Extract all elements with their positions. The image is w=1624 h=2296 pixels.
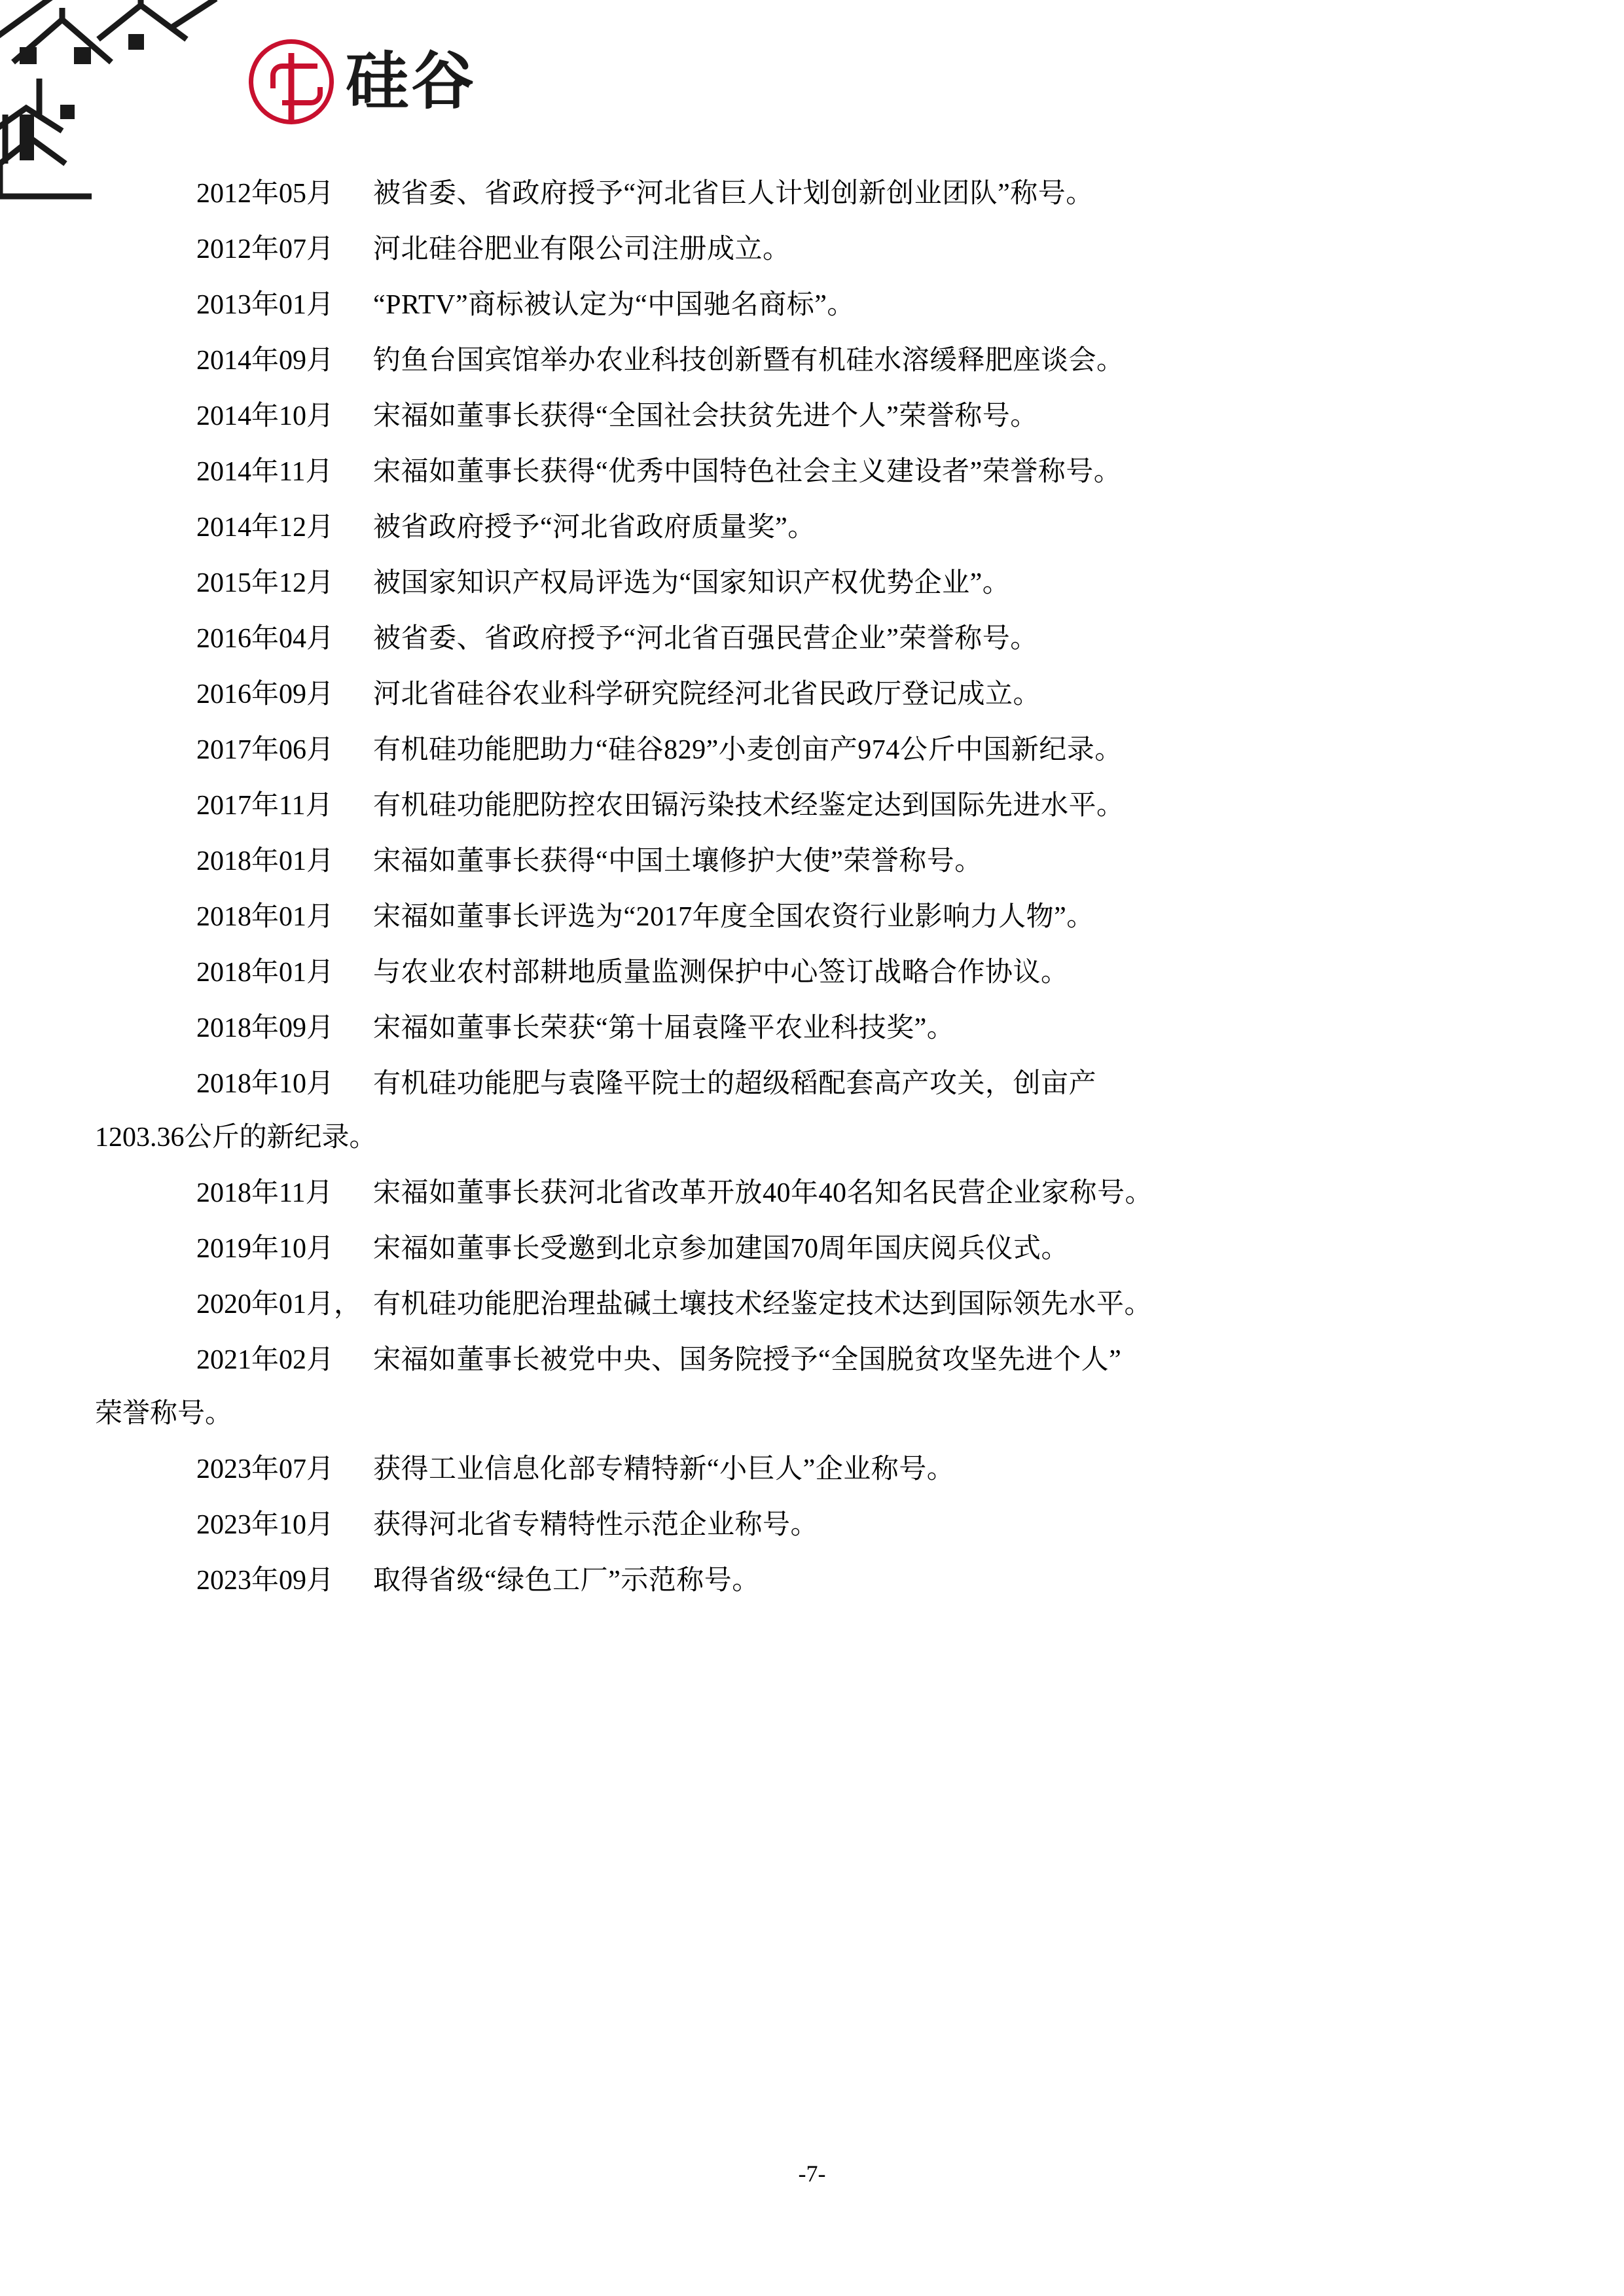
entry-text: 有机硅功能肥助力“硅谷829”小麦创亩产974公斤中国新纪录。 [373, 735, 1123, 765]
entry-date: 2016年04月 [196, 624, 334, 654]
page-number: -7- [798, 2161, 826, 2187]
entry-text: 宋福如董事长获得“中国土壤修护大使”荣誉称号。 [373, 846, 983, 876]
list-item [196, 792, 1440, 819]
company-logo [249, 39, 477, 124]
entry-date: 2012年07月 [196, 234, 334, 264]
entry-date: 2017年06月 [196, 735, 334, 765]
entry-date: 2018年09月 [196, 1013, 334, 1043]
list-item [196, 1456, 1440, 1483]
entry-date: 2014年11月 [196, 457, 333, 487]
entry-date: 2019年10月 [196, 1234, 334, 1264]
entry-text: 与农业农村部耕地质量监测保护中心签订战略合作协议。 [373, 958, 1069, 988]
entry-date: 2015年12月 [196, 568, 334, 598]
entry-date: 2012年05月 [196, 179, 334, 209]
entry-text: 获得工业信息化部专精特新“小巨人”企业称号。 [373, 1454, 955, 1484]
list-item [196, 514, 1440, 541]
list-item [95, 1069, 1440, 1153]
entry-date: 2018年01月 [196, 846, 334, 876]
entry-date: 2023年10月 [196, 1510, 334, 1540]
list-item [196, 458, 1440, 486]
entry-text: “PRTV”商标被认定为“中国驰名商标”。 [373, 290, 855, 320]
list-item [196, 959, 1440, 986]
entry-date: 2013年01月 [196, 290, 334, 320]
entry-date: 2016年09月 [196, 679, 334, 709]
logo-mark-icon [249, 39, 334, 124]
logo-text: 硅谷 [346, 46, 477, 117]
entry-text: 宋福如董事长受邀到北京参加建国70周年国庆阅兵仪式。 [373, 1234, 1070, 1264]
entry-date: 2020年01月， [196, 1289, 362, 1319]
entry-date: 2023年09月 [196, 1566, 334, 1596]
entry-date: 2018年01月 [196, 958, 334, 988]
list-item [196, 1567, 1440, 1594]
entry-date: 2014年10月 [196, 401, 334, 431]
entry-text: 宋福如董事长荣获“第十届袁隆平农业科技奖”。 [373, 1013, 955, 1043]
list-item [196, 848, 1440, 875]
entry-text: 有机硅功能肥与袁隆平院士的超级稻配套高产攻关，创亩产 [373, 1069, 1097, 1099]
entry-date: 2017年11月 [196, 791, 333, 821]
list-item [196, 1179, 1440, 1207]
entry-text: 宋福如董事长获河北省改革开放40年40名知名民营企业家称号。 [373, 1178, 1153, 1208]
entry-text-continuation: 1203.36公斤的新纪录。 [95, 1122, 377, 1153]
list-item [196, 291, 1440, 319]
entry-text: 宋福如董事长获得“优秀中国特色社会主义建设者”荣誉称号。 [373, 457, 1122, 487]
list-item [95, 1345, 1440, 1429]
entry-date: 2018年11月 [196, 1178, 333, 1208]
list-item [196, 1014, 1440, 1042]
list-item [196, 736, 1440, 764]
list-item [196, 403, 1440, 430]
entry-date: 2018年01月 [196, 902, 334, 932]
list-item [196, 903, 1440, 931]
entry-date: 2014年09月 [196, 346, 334, 376]
list-item [196, 1235, 1440, 1263]
entry-text-continuation: 荣誉称号。 [95, 1399, 233, 1429]
entry-text: 有机硅功能肥治理盐碱土壤技术经鉴定技术达到国际领先水平。 [373, 1289, 1153, 1319]
entry-text: 被省政府授予“河北省政府质量奖”。 [373, 512, 816, 543]
entry-date: 2023年07月 [196, 1454, 334, 1484]
entry-text: 被省委、省政府授予“河北省巨人计划创新创业团队”称号。 [373, 179, 1094, 209]
logo-mark-inner-icon [282, 87, 323, 105]
list-item [196, 569, 1440, 597]
entry-text: 宋福如董事长被党中央、国务院授予“全国脱贫攻坚先进个人” [373, 1345, 1122, 1375]
list-item [196, 681, 1440, 708]
entry-text: 有机硅功能肥防控农田镉污染技术经鉴定达到国际先进水平。 [373, 791, 1125, 821]
list-item [196, 625, 1440, 653]
list-item [196, 236, 1440, 263]
timeline-list [95, 179, 1440, 1623]
entry-text: 获得河北省专精特性示范企业称号。 [373, 1510, 819, 1540]
entry-text: 河北省硅谷农业科学研究院经河北省民政厅登记成立。 [373, 679, 1041, 709]
list-item [196, 1291, 1440, 1318]
entry-text: 被国家知识产权局评选为“国家知识产权优势企业”。 [373, 568, 1011, 598]
entry-text: 河北硅谷肥业有限公司注册成立。 [373, 234, 791, 264]
list-item [196, 1511, 1440, 1539]
entry-text: 取得省级“绿色工厂”示范称号。 [373, 1566, 760, 1596]
entry-date: 2021年02月 [196, 1345, 334, 1375]
list-item [196, 347, 1440, 374]
entry-date: 2014年12月 [196, 512, 334, 543]
entry-text: 被省委、省政府授予“河北省百强民营企业”荣誉称号。 [373, 624, 1038, 654]
entry-text: 钓鱼台国宾馆举办农业科技创新暨有机硅水溶缓释肥座谈会。 [373, 346, 1125, 376]
entry-text: 宋福如董事长评选为“2017年度全国农资行业影响力人物”。 [373, 902, 1094, 932]
entry-date: 2018年10月 [196, 1069, 334, 1099]
entry-text: 宋福如董事长获得“全国社会扶贫先进个人”荣誉称号。 [373, 401, 1038, 431]
list-item [196, 180, 1440, 207]
